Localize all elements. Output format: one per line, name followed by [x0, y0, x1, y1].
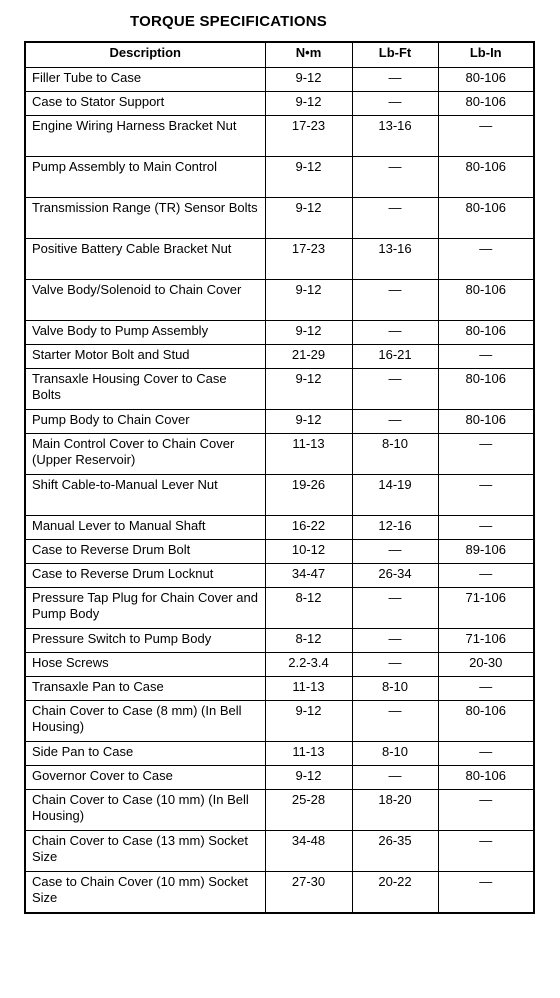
nm-cell: 9-12: [265, 321, 352, 345]
description-cell: Chain Cover to Case (10 mm) (In Bell Housing): [25, 790, 265, 831]
description-cell: Transaxle Housing Cover to Case Bolts: [25, 369, 265, 410]
lb-in-cell: —: [438, 516, 534, 540]
nm-cell: 10-12: [265, 540, 352, 564]
nm-cell: 34-48: [265, 831, 352, 872]
lb-in-cell: —: [438, 831, 534, 872]
table-row: [25, 280, 534, 321]
description-cell: Valve Body/Solenoid to Chain Cover: [25, 280, 265, 321]
lb-in-cell: 80-106: [438, 321, 534, 345]
description-cell: Pump Body to Chain Cover: [25, 410, 265, 434]
lb-ft-cell: —: [352, 653, 438, 677]
nm-cell: 8-12: [265, 629, 352, 653]
table-row: [25, 68, 534, 92]
lb-in-cell: —: [438, 872, 534, 914]
lb-in-cell: 80-106: [438, 68, 534, 92]
nm-cell: 11-13: [265, 677, 352, 701]
lb-ft-cell: —: [352, 92, 438, 116]
table-row: [25, 239, 534, 280]
table-row: [25, 369, 534, 410]
lb-in-cell: 80-106: [438, 410, 534, 434]
table-body: [25, 68, 534, 914]
lb-ft-cell: 8-10: [352, 434, 438, 475]
lb-ft-cell: 8-10: [352, 742, 438, 766]
table-row: [25, 872, 534, 914]
table-row: [25, 321, 534, 345]
lb-in-cell: 20-30: [438, 653, 534, 677]
nm-cell: 9-12: [265, 369, 352, 410]
lb-ft-cell: 18-20: [352, 790, 438, 831]
lb-ft-cell: —: [352, 68, 438, 92]
table-row: [25, 116, 534, 157]
description-cell: Case to Stator Support: [25, 92, 265, 116]
nm-cell: 9-12: [265, 92, 352, 116]
lb-in-cell: —: [438, 239, 534, 280]
lb-ft-cell: 8-10: [352, 677, 438, 701]
page-title: TORQUE SPECIFICATIONS: [130, 13, 327, 30]
lb-in-cell: 80-106: [438, 701, 534, 742]
lb-ft-cell: —: [352, 369, 438, 410]
description-cell: Main Control Cover to Chain Cover (Upper Reservoir): [25, 434, 265, 475]
header-nm: N•m: [265, 42, 352, 68]
lb-ft-cell: 20-22: [352, 872, 438, 914]
description-cell: Side Pan to Case: [25, 742, 265, 766]
nm-cell: 21-29: [265, 345, 352, 369]
table-row: [25, 345, 534, 369]
table-row: [25, 588, 534, 629]
header-lb-in: Lb-In: [438, 42, 534, 68]
lb-ft-cell: 16-21: [352, 345, 438, 369]
lb-in-cell: —: [438, 677, 534, 701]
nm-cell: 9-12: [265, 766, 352, 790]
description-cell: Chain Cover to Case (13 mm) Socket Size: [25, 831, 265, 872]
lb-ft-cell: —: [352, 588, 438, 629]
lb-in-cell: 80-106: [438, 92, 534, 116]
lb-ft-cell: —: [352, 766, 438, 790]
table-header-row: [25, 42, 534, 68]
lb-in-cell: 80-106: [438, 280, 534, 321]
nm-cell: 11-13: [265, 742, 352, 766]
lb-in-cell: 89-106: [438, 540, 534, 564]
description-cell: Manual Lever to Manual Shaft: [25, 516, 265, 540]
lb-ft-cell: —: [352, 629, 438, 653]
table-row: [25, 516, 534, 540]
nm-cell: 25-28: [265, 790, 352, 831]
description-cell: Governor Cover to Case: [25, 766, 265, 790]
description-cell: Transmission Range (TR) Sensor Bolts: [25, 198, 265, 239]
nm-cell: 16-22: [265, 516, 352, 540]
nm-cell: 9-12: [265, 198, 352, 239]
description-cell: Transaxle Pan to Case: [25, 677, 265, 701]
nm-cell: 8-12: [265, 588, 352, 629]
lb-in-cell: —: [438, 564, 534, 588]
nm-cell: 9-12: [265, 701, 352, 742]
nm-cell: 27-30: [265, 872, 352, 914]
lb-in-cell: —: [438, 434, 534, 475]
table-row: [25, 157, 534, 198]
nm-cell: 17-23: [265, 116, 352, 157]
lb-in-cell: 80-106: [438, 198, 534, 239]
table-row: [25, 475, 534, 516]
lb-ft-cell: —: [352, 198, 438, 239]
lb-in-cell: 71-106: [438, 588, 534, 629]
description-cell: Case to Reverse Drum Bolt: [25, 540, 265, 564]
nm-cell: 2.2-3.4: [265, 653, 352, 677]
torque-spec-table: [24, 41, 535, 914]
nm-cell: 9-12: [265, 280, 352, 321]
description-cell: Positive Battery Cable Bracket Nut: [25, 239, 265, 280]
lb-ft-cell: 13-16: [352, 239, 438, 280]
lb-ft-cell: 26-35: [352, 831, 438, 872]
description-cell: Chain Cover to Case (8 mm) (In Bell Housing): [25, 701, 265, 742]
description-cell: Case to Reverse Drum Locknut: [25, 564, 265, 588]
lb-ft-cell: —: [352, 540, 438, 564]
table-row: [25, 790, 534, 831]
table-row: [25, 701, 534, 742]
nm-cell: 17-23: [265, 239, 352, 280]
description-cell: Filler Tube to Case: [25, 68, 265, 92]
lb-in-cell: 71-106: [438, 629, 534, 653]
table-row: [25, 410, 534, 434]
nm-cell: 34-47: [265, 564, 352, 588]
table-row: [25, 677, 534, 701]
lb-ft-cell: —: [352, 701, 438, 742]
lb-ft-cell: —: [352, 157, 438, 198]
lb-in-cell: —: [438, 742, 534, 766]
nm-cell: 9-12: [265, 157, 352, 198]
table-row: [25, 564, 534, 588]
description-cell: Engine Wiring Harness Bracket Nut: [25, 116, 265, 157]
nm-cell: 9-12: [265, 68, 352, 92]
lb-ft-cell: 26-34: [352, 564, 438, 588]
nm-cell: 9-12: [265, 410, 352, 434]
lb-ft-cell: —: [352, 280, 438, 321]
lb-ft-cell: —: [352, 321, 438, 345]
lb-ft-cell: —: [352, 410, 438, 434]
lb-ft-cell: 12-16: [352, 516, 438, 540]
table-row: [25, 742, 534, 766]
description-cell: Pump Assembly to Main Control: [25, 157, 265, 198]
table-row: [25, 766, 534, 790]
lb-ft-cell: 14-19: [352, 475, 438, 516]
table-row: [25, 629, 534, 653]
table-row: [25, 831, 534, 872]
lb-in-cell: 80-106: [438, 157, 534, 198]
table-row: [25, 540, 534, 564]
table-row: [25, 92, 534, 116]
table-row: [25, 653, 534, 677]
lb-in-cell: 80-106: [438, 766, 534, 790]
nm-cell: 11-13: [265, 434, 352, 475]
description-cell: Hose Screws: [25, 653, 265, 677]
table-row: [25, 198, 534, 239]
description-cell: Pressure Tap Plug for Chain Cover and Pump Body: [25, 588, 265, 629]
lb-in-cell: —: [438, 116, 534, 157]
lb-in-cell: 80-106: [438, 369, 534, 410]
description-cell: Pressure Switch to Pump Body: [25, 629, 265, 653]
description-cell: Valve Body to Pump Assembly: [25, 321, 265, 345]
lb-in-cell: —: [438, 345, 534, 369]
description-cell: Shift Cable-to-Manual Lever Nut: [25, 475, 265, 516]
header-lb-ft: Lb-Ft: [352, 42, 438, 68]
table-row: [25, 434, 534, 475]
header-description: Description: [25, 42, 265, 68]
nm-cell: 19-26: [265, 475, 352, 516]
lb-in-cell: —: [438, 475, 534, 516]
lb-in-cell: —: [438, 790, 534, 831]
description-cell: Starter Motor Bolt and Stud: [25, 345, 265, 369]
description-cell: Case to Chain Cover (10 mm) Socket Size: [25, 872, 265, 914]
lb-ft-cell: 13-16: [352, 116, 438, 157]
